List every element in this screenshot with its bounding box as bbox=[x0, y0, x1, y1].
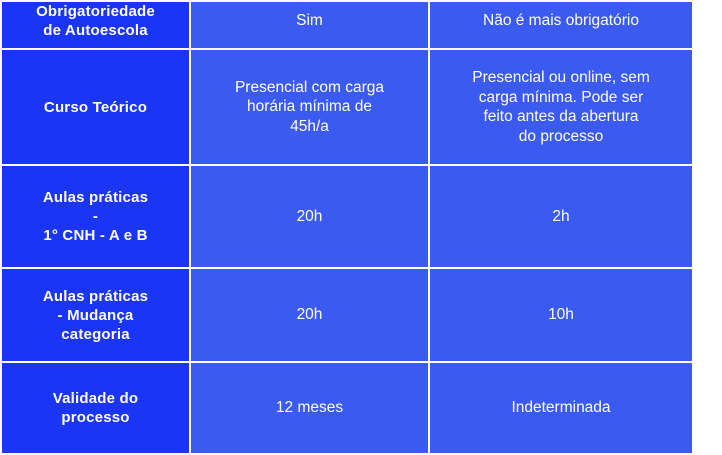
table-row bbox=[1, 362, 693, 454]
row-after-cell bbox=[429, 49, 693, 165]
row-label-line: Obrigatoriedade bbox=[36, 3, 155, 20]
row-before-cell bbox=[190, 362, 429, 454]
row-before-cell bbox=[190, 49, 429, 165]
row-label-cell bbox=[1, 362, 190, 454]
row-label-line: Curso Teórico bbox=[43, 98, 148, 116]
row-after-cell bbox=[429, 165, 693, 268]
cell-line: 45h/a bbox=[290, 118, 329, 136]
row-label-line: Aulas práticas bbox=[42, 189, 149, 207]
table-row bbox=[1, 268, 693, 362]
cell-line: 20h bbox=[296, 306, 323, 324]
row-label-cell bbox=[1, 1, 190, 49]
cell-line: Não é mais obrigatório bbox=[483, 12, 639, 30]
row-before-cell bbox=[190, 268, 429, 362]
row-after-cell bbox=[429, 362, 693, 454]
cell-line: 2h bbox=[552, 207, 570, 225]
row-label-line: Aulas práticas bbox=[42, 287, 149, 305]
row-label-cell bbox=[1, 268, 190, 362]
table-row bbox=[1, 1, 693, 49]
row-label-line: categoria bbox=[61, 325, 130, 343]
cell-line: 12 meses bbox=[275, 399, 344, 417]
cell-line: Sim bbox=[296, 12, 323, 30]
cell-line: feito antes da abertura bbox=[483, 108, 639, 126]
row-label-cell bbox=[1, 165, 190, 268]
cell-line: Presencial com carga bbox=[234, 78, 385, 96]
row-label-line: processo bbox=[61, 409, 130, 427]
table-row bbox=[1, 49, 693, 165]
row-label-line: Validade do bbox=[52, 390, 139, 408]
cell-line: 10h bbox=[548, 306, 574, 324]
row-after-cell bbox=[429, 1, 693, 49]
row-after-cell bbox=[429, 268, 693, 362]
row-before-cell bbox=[190, 1, 429, 49]
cell-line: do processo bbox=[518, 128, 604, 146]
table-body bbox=[1, 1, 693, 454]
row-before-cell bbox=[190, 165, 429, 268]
cell-line: carga mínima. Pode ser bbox=[478, 88, 644, 106]
cell-line: Presencial ou online, sem bbox=[472, 68, 650, 86]
row-label-cell bbox=[1, 49, 190, 165]
row-label-line: de Autoescola bbox=[43, 22, 148, 40]
cell-line: horária mínima de bbox=[247, 98, 372, 116]
cell-line: 20h bbox=[296, 207, 323, 225]
table-row bbox=[1, 165, 693, 268]
cell-line: Indeterminada bbox=[511, 399, 611, 417]
row-label-line: - bbox=[92, 208, 99, 226]
row-label-line: - Mudança bbox=[57, 306, 134, 324]
row-label-line: 1° CNH - A e B bbox=[43, 227, 148, 245]
